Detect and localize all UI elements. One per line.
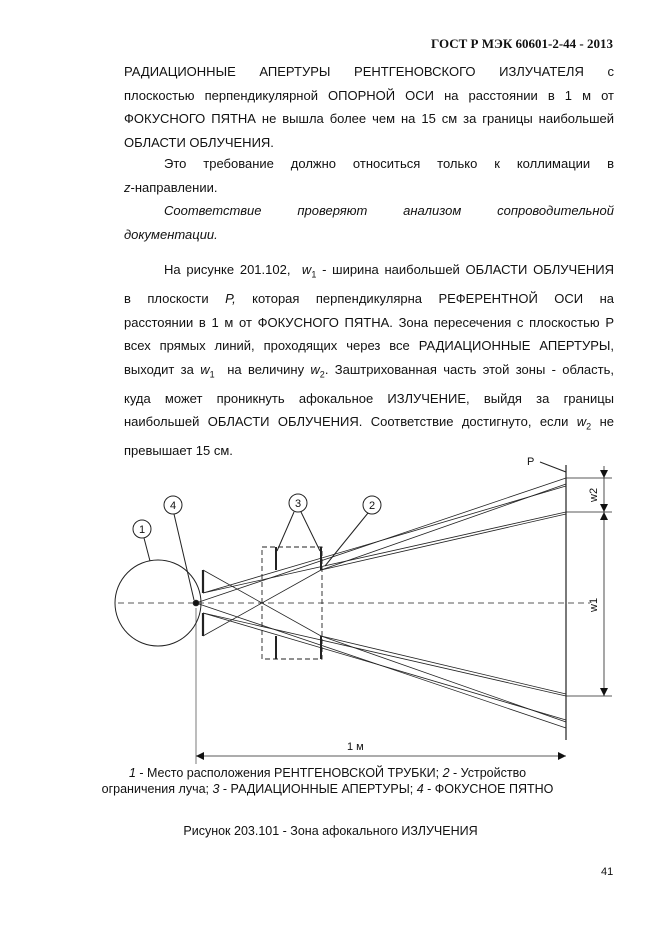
sub-2: 2 xyxy=(586,421,592,432)
text-line: Соответствие проверяют анализом сопроводительной xyxy=(164,203,614,218)
arrowhead xyxy=(600,688,608,696)
text-fragment: не xyxy=(599,414,614,430)
text-fragment: . Заштрихованная часть этой зоны - область, xyxy=(324,361,614,377)
text-line: ОБЛАСТИ ОБЛУЧЕНИЯ. xyxy=(124,134,274,150)
ray xyxy=(196,603,566,728)
legend-text: - Устройство xyxy=(449,766,527,780)
text-fragment: которая перпендикулярна РЕФЕРЕНТНОЙ ОСИ на xyxy=(252,291,614,307)
legend-text: ограничения луча; xyxy=(101,782,213,796)
arrowhead xyxy=(600,512,608,520)
paragraph-2 xyxy=(124,152,614,199)
legend-number: 2 xyxy=(442,766,450,780)
text-fragment: На рисунке 201.102, xyxy=(164,262,291,277)
legend-number: 4 xyxy=(416,782,424,796)
ray xyxy=(203,486,566,593)
arrowhead xyxy=(196,752,204,760)
plane-P-leader xyxy=(540,462,566,472)
label-circle-1 xyxy=(133,520,151,538)
arrowhead xyxy=(600,504,608,512)
figure-title: Рисунок 203.101 - Зона афокального ИЗЛУЧЕНИЯ xyxy=(183,824,478,838)
text-fragment: выходит за xyxy=(124,361,194,377)
leader-4 xyxy=(174,514,194,600)
tube-circle xyxy=(115,560,201,646)
text-fragment: на величину xyxy=(227,361,305,377)
text-line: документации. xyxy=(124,226,218,242)
legend-text: - Место расположения РЕНТГЕНОВСКОЙ ТРУБКИ; xyxy=(135,766,443,780)
text-line xyxy=(124,287,614,311)
figure-legend xyxy=(100,765,555,797)
label-circle-3 xyxy=(289,494,307,512)
text-line xyxy=(124,176,614,200)
text-fragment: наибольшей ОБЛАСТИ ОБЛУЧЕНИЯ. Соответствие достигнуто, если xyxy=(124,414,569,430)
label-distance: 1 м xyxy=(347,741,364,753)
arrowhead xyxy=(600,470,608,478)
arrowhead xyxy=(558,752,566,760)
var-w1: w xyxy=(200,361,210,377)
text-line: Это требование должно относиться только к коллимации в xyxy=(164,156,614,171)
text-line: всех прямых линий, проходящих через все РАДИАЦИОННЫЕ АПЕРТУРЫ, xyxy=(124,338,614,354)
legend-text: - РАДИАЦИОННЫЕ АПЕРТУРЫ; xyxy=(219,782,417,796)
label-1: 1 xyxy=(138,524,146,536)
sub-1: 1 xyxy=(209,369,215,380)
label-w1: w1 xyxy=(588,597,600,612)
legend-number: 3 xyxy=(212,782,220,796)
paragraph-3 xyxy=(124,199,614,246)
sub-1: 1 xyxy=(311,269,317,280)
leader-3 xyxy=(277,512,294,551)
text-line xyxy=(124,410,614,439)
text-line: РАДИАЦИОННЫЕ АПЕРТУРЫ РЕНТГЕНОВСКОГО ИЗЛУЧАТЕЛЯ с xyxy=(124,64,614,79)
collimator-box xyxy=(262,547,322,659)
text-line: куда может проникнуть афокальное ИЗЛУЧЕНИЕ, выйдя за границы xyxy=(124,390,614,406)
ray xyxy=(203,570,321,636)
document-header: ГОСТ Р МЭК 60601-2-44 - 2013 xyxy=(431,36,613,51)
text-line: ФОКУСНОГО ПЯТНА не вышла более чем на 15 см за границы наибольшей xyxy=(124,111,614,126)
legend-text: - ФОКУСНОЕ ПЯТНО xyxy=(423,782,554,796)
paragraph-4 xyxy=(124,258,614,463)
italic-z: z xyxy=(124,179,131,195)
ray xyxy=(321,636,566,722)
ray xyxy=(203,613,566,696)
legend-number: 1 xyxy=(128,766,136,780)
label-3: 3 xyxy=(294,498,302,510)
label-2: 2 xyxy=(368,500,376,512)
text-line xyxy=(124,358,614,387)
ray xyxy=(321,636,566,694)
leader-1 xyxy=(144,538,150,561)
ray xyxy=(203,512,566,593)
text-line xyxy=(124,258,614,287)
label-circle-2 xyxy=(363,496,381,514)
text-line: расстоянии в 1 м от ФОКУСНОГО ПЯТНА. Зона пересечения с плоскостью Р xyxy=(124,314,614,330)
ray xyxy=(203,570,321,636)
ray xyxy=(203,613,566,720)
paragraph-1 xyxy=(124,60,614,154)
var-w2: w xyxy=(310,361,320,377)
sub-2: 2 xyxy=(319,369,325,380)
var-P: P, xyxy=(225,291,236,307)
label-w2: w2 xyxy=(588,487,600,502)
label-4: 4 xyxy=(169,500,177,512)
ray xyxy=(321,514,566,570)
text-fragment: -направлении. xyxy=(130,179,218,195)
text-fragment: в плоскости xyxy=(124,291,209,307)
leader-3 xyxy=(301,512,320,551)
focal-spot xyxy=(193,600,199,606)
text-line: превышает 15 см. xyxy=(124,443,233,459)
var-w2: w xyxy=(576,414,587,430)
page-number: 41 xyxy=(601,866,614,878)
var-w1: w xyxy=(301,262,312,277)
label-circle-4 xyxy=(164,496,182,514)
ray xyxy=(196,478,566,603)
label-P: P xyxy=(527,456,535,468)
text-line: плоскостью перпендикулярной ОПОРНОЙ ОСИ на расстоянии в 1 м от xyxy=(124,87,614,103)
text-fragment: - ширина наибольшей ОБЛАСТИ ОБЛУЧЕНИЯ xyxy=(316,262,614,277)
leader-2 xyxy=(325,513,368,566)
ray xyxy=(321,484,566,570)
